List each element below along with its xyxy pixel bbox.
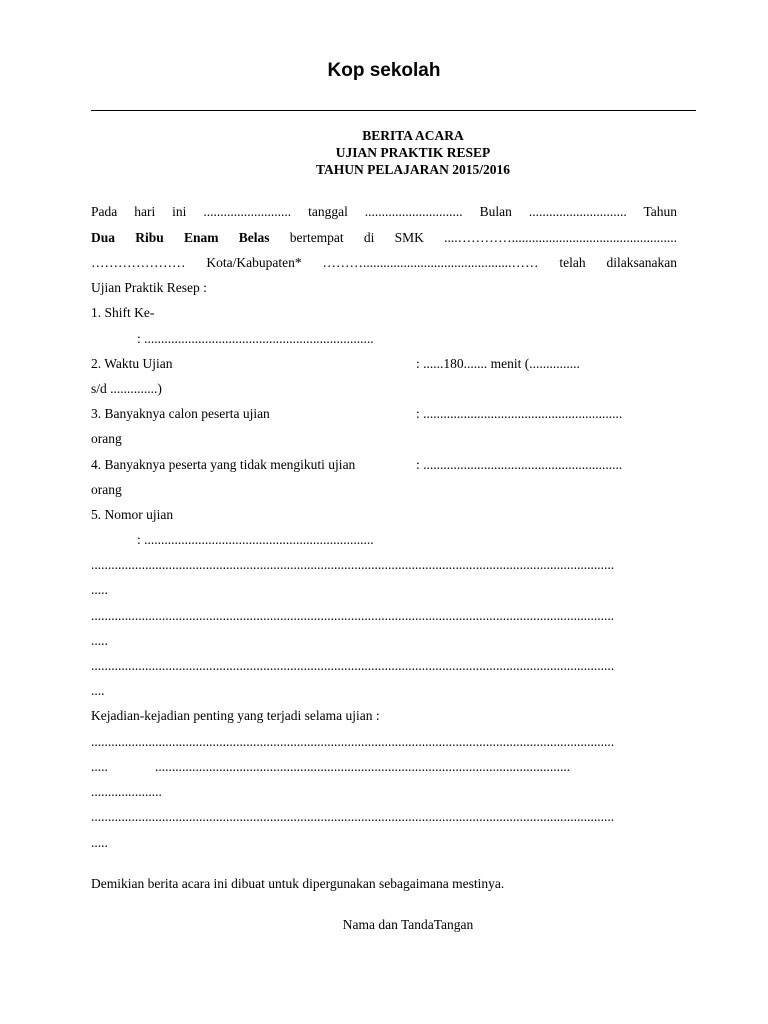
exam-number-line-2-end: ..... (91, 633, 108, 648)
exam-number-label: 5. Nomor ujian (91, 507, 174, 522)
absent-unit: orang (91, 482, 122, 497)
absent-label: 4. Banyaknya peserta yang tidak mengikuti ujian (91, 457, 356, 472)
candidates-label: 3. Banyaknya calon peserta ujian (91, 406, 270, 421)
intro-line-1: Pada hari ini .......................... tanggal ............................. Bulan ............................. Tahun (91, 204, 677, 219)
exam-number-line-3: ........................................................................................................................................................... (91, 658, 615, 673)
events-label: Kejadian-kejadian penting yang terjadi selama ujian : (91, 708, 380, 723)
intro-line-2-rest: bertempat di SMK ....…………................................................. (289, 230, 677, 245)
signature-label: Nama dan TandaTangan (342, 917, 474, 932)
exam-number-line-1-end: ..... (91, 582, 108, 597)
year-in-words: Dua Ribu Enam Belas (91, 230, 270, 245)
time-label: 2. Waktu Ujian (91, 356, 173, 371)
time-continuation: s/d ..............) (91, 381, 162, 396)
absent-value: : ........................................................... (416, 457, 623, 472)
candidates-value: : ........................................................... (416, 406, 623, 421)
events-line-2-start: ..... (91, 759, 108, 774)
candidates-unit: orang (91, 431, 122, 446)
exam-number-line-3-end: .... (91, 683, 105, 698)
events-line-4-end: ..... (91, 835, 108, 850)
intro-line-4: Ujian Praktik Resep : (91, 280, 207, 295)
intro-line-3: ………………… Kota/Kabupaten* ………............................................…… telah dilaksanakan (91, 255, 677, 270)
events-line-3: ..................... (91, 784, 162, 799)
letterhead-divider (91, 110, 696, 111)
exam-number-line-1: ........................................................................................................................................................... (91, 557, 615, 572)
exam-number-value: : .................................................................... (137, 532, 374, 547)
school-letterhead: Kop sekolah (327, 60, 441, 81)
document-subtitle: UJIAN PRAKTIK RESEP (335, 145, 491, 160)
shift-value: : .................................................................... (137, 331, 374, 346)
events-line-1: ........................................................................................................................................................... (91, 734, 615, 749)
intro-line-2 (91, 230, 677, 246)
events-line-2-rest: ........................................................................................................................... (155, 759, 571, 774)
time-value: : ......180....... menit (............... (416, 356, 580, 371)
document-title: BERITA ACARA (362, 128, 464, 143)
closing-statement: Demikian berita acara ini dibuat untuk dipergunakan sebagaimana mestinya. (91, 876, 505, 891)
document-year: TAHUN PELAJARAN 2015/2016 (315, 162, 510, 177)
exam-number-line-2: ........................................................................................................................................................... (91, 608, 615, 623)
shift-label: 1. Shift Ke- (91, 305, 155, 320)
events-line-4: ........................................................................................................................................................... (91, 809, 615, 824)
